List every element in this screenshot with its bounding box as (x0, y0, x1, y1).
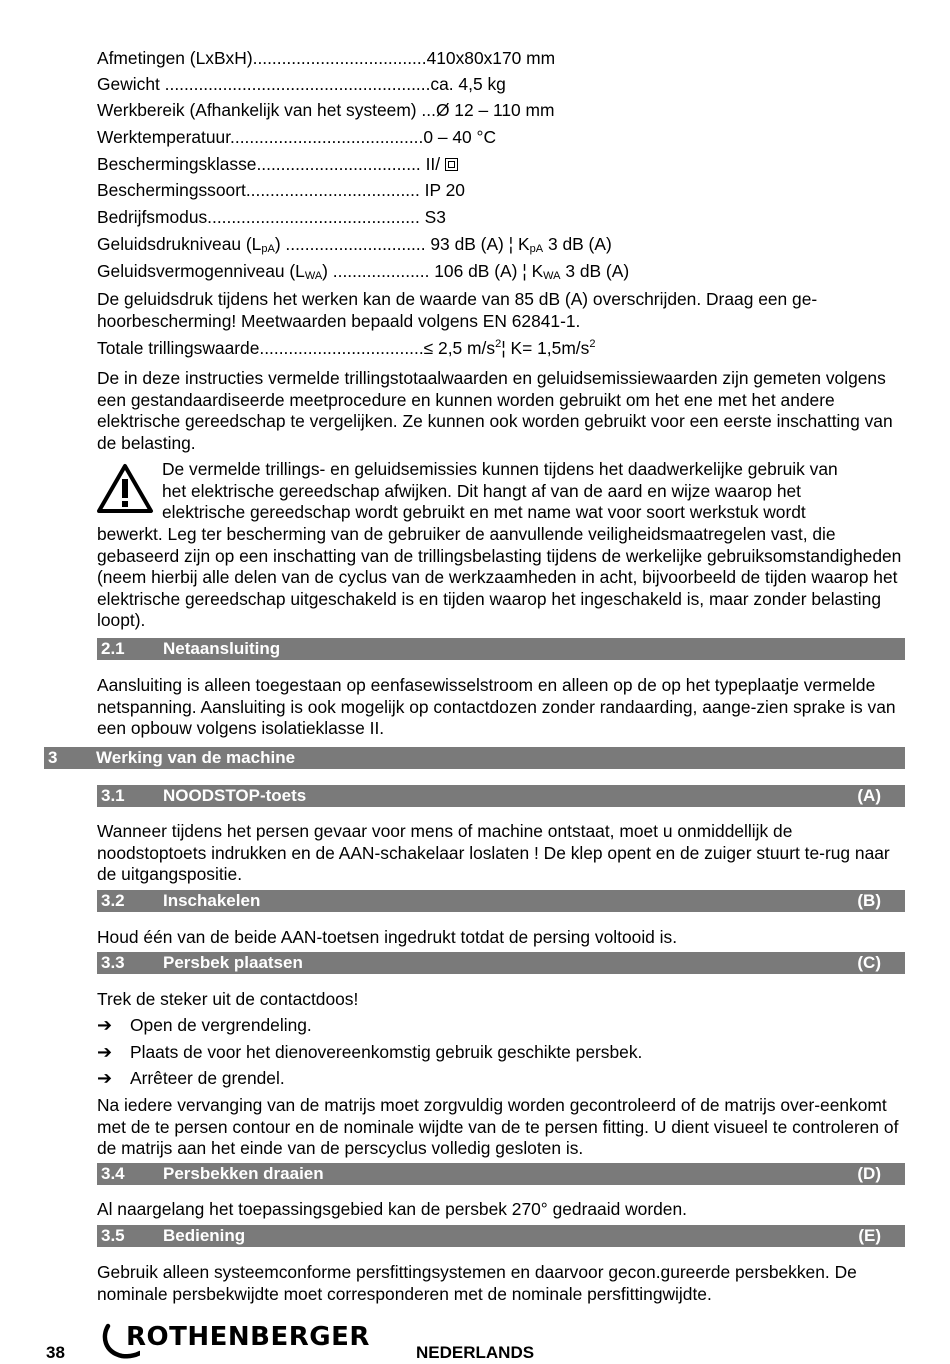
warning-triangle-icon (96, 462, 154, 514)
footer-language: NEDERLANDS (416, 1343, 535, 1362)
vibration-k-sup: 2 (589, 338, 596, 350)
section-title: Werking van de machine (96, 748, 296, 767)
list-item (97, 1068, 285, 1092)
spec-row-sound-pressure (97, 234, 612, 260)
figure-key: (C) (857, 953, 881, 972)
section-3-4-text: Al naargelang het toepassingsgebied kan de persbek 270° gedraaid worden. (97, 1199, 687, 1219)
arrow-right-icon: ➔ (97, 1042, 113, 1062)
section-title: Inschakelen (163, 891, 261, 910)
vibration-label: Totale trillingswaarde.................................. (97, 338, 424, 358)
section-title: NOODSTOP-toets (163, 786, 307, 805)
warning-line: De vermelde trillings- en geluidsemissies kunnen tijdens het daadwerkelijke gebruik van (162, 459, 838, 479)
figure-key: (D) (857, 1164, 881, 1183)
figure-key: (B) (857, 891, 881, 910)
sound-power-sub: WA (304, 270, 323, 282)
noise-note (97, 289, 905, 332)
section-title: Persbek plaatsen (163, 953, 303, 972)
section-3-3-text: Na iedere vervanging van de matrijs moet zorgvuldig worden gecontroleerd of de matrijs over-eenkomt met de te persen contour en de nominale wijdte van de te persen fitting. U dient visueel te controleren of de matrijs aan het einde van de perscyclus volledig gesloten is. (97, 1095, 899, 1158)
sound-power-value: 106 dB (A) ¦ K (434, 261, 544, 281)
section-number: 2.1 (101, 639, 125, 658)
section-number: 3.3 (101, 953, 125, 972)
spec-value: II/ (425, 154, 441, 174)
measurement-paragraph (97, 368, 905, 454)
section-3-3-intro-text: Trek de steker uit de contactdoos! (97, 989, 359, 1009)
spec-label: Beschermingsklasse.................................. (97, 154, 426, 174)
spec-row-protection-class (97, 154, 458, 180)
measurement-text: De in deze instructies vermelde trillingstotaalwaarden en geluidsemissiewaarden zijn gemeten volgens een gestandaardiseerde meetprocedure en kunnen worden gebruikt om het ene met het andere elektrische gereedschap te vergelijken. Ze kunnen ook worden gebruikt voor een eerste inschatting van de belasting. (97, 368, 893, 453)
spec-row-temperature (97, 127, 496, 153)
sound-power-k-sub: WA (543, 270, 561, 282)
logo-text: ROTHENBERGER (126, 1322, 370, 1352)
spec-row-operating-mode (97, 207, 446, 233)
sound-power-dots: ) .................... (322, 261, 435, 281)
spec-value: ca. 4,5 kg (430, 74, 506, 94)
section-3-1-text: Wanneer tijdens het persen gevaar voor mens of machine ontstaat, moet u onmiddellijk de noodstoptoets indrukken en de AAN-schakelaar loslaten ! De klep opent en de zuiger stuurt te-rug naar de uitgangspositie. (97, 821, 890, 884)
spec-label: Beschermingssoort.................................... (97, 180, 425, 200)
vibration-k: ¦ K= 1,5m/s (501, 338, 590, 358)
section-header-3-5 (97, 1225, 905, 1247)
spec-row-vibration (97, 338, 595, 364)
arrow-right-icon: ➔ (97, 1015, 113, 1035)
section-3-2-text: Houd één van de beide AAN-toetsen ingedrukt totdat de persing voltooid is. (97, 927, 678, 947)
section-3-1-body (97, 821, 905, 886)
sound-power-label: Geluidsvermogenniveau (L (97, 261, 305, 281)
section-header-2-1 (97, 638, 905, 660)
sound-pressure-dots: ) ............................. (274, 234, 431, 254)
section-3-2-body (97, 927, 905, 949)
section-3-5-text: Gebruik alleen systeemconforme persfittingsystemen en daarvoor gecon.gureerde persbekken. De nominale persbekwijdte moet corresponderen met de nominale persfittingwijdte. (97, 1262, 857, 1304)
warning-line: elektrische gereedschap wordt gebruikt en met name wat voor soort werkstuk wordt (162, 502, 806, 522)
section-header-3 (44, 747, 905, 769)
section-number: 3.4 (101, 1164, 125, 1183)
figure-key: (E) (858, 1226, 881, 1245)
spec-value: 0 – 40 °C (423, 127, 497, 147)
spec-label: Gewicht ....................................................... (97, 74, 431, 94)
spec-value: Ø 12 – 110 mm (435, 100, 555, 120)
section-number: 3 (48, 748, 58, 767)
section-3-5-body (97, 1262, 905, 1305)
spec-row-dimensions (97, 48, 555, 74)
warning-rest (97, 524, 905, 632)
spec-value: 410x80x170 mm (426, 48, 556, 68)
list-item (97, 1042, 642, 1066)
spec-label: Werktemperatuur........................................ (97, 127, 424, 147)
section-number: 3.2 (101, 891, 125, 910)
arrow-right-icon: ➔ (97, 1068, 113, 1088)
list-item (97, 1015, 312, 1039)
warning-line: het elektrische gereedschap afwijken. Dit hangt af van de aard en wijze waarop het (162, 480, 802, 501)
section-2-1-text: Aansluiting is alleen toegestaan op eenfasewisselstroom en alleen op de op het typeplaatje vermelde netspanning. Aansluiting is ook mogelijk op contactdozen zonder randaarding, aange-zien sprake is van een opbouw volgens isolatieklasse II. (97, 675, 896, 738)
vibration-sup: 2 (495, 338, 502, 350)
sound-pressure-label: Geluidsdrukniveau (L (97, 234, 262, 254)
noise-note-text: De geluidsdruk tijdens het werken kan de waarde van 85 dB (A) overschrijden. Draag een ge-hoorbescherming! Meetwaarden bepaald volgens EN 62841-1. (97, 289, 818, 331)
section-title: Persbekken draaien (163, 1164, 324, 1183)
list-item-text: Arrêteer de grendel. (130, 1068, 285, 1088)
section-header-3-4 (97, 1163, 905, 1185)
section-number: 3.5 (101, 1226, 125, 1245)
section-3-4-body (97, 1199, 905, 1221)
section-title: Bediening (163, 1226, 246, 1245)
spec-row-range (97, 100, 555, 126)
spec-label: Bedrijfsmodus............................................ (97, 207, 425, 227)
spec-label: Werkbereik (Afhankelijk van het systeem) ... (97, 100, 436, 120)
spec-value: IP 20 (424, 180, 465, 200)
section-title: Netaansluiting (163, 639, 281, 658)
spec-row-weight (97, 74, 506, 100)
section-number: 3.1 (101, 786, 125, 805)
spec-value: S3 (424, 207, 446, 227)
rothenberger-logo (100, 1322, 370, 1360)
warning-lines (162, 459, 907, 524)
sound-pressure-sub: pA (261, 243, 275, 255)
spec-row-sound-power (97, 261, 629, 287)
warning-rest-text: bewerkt. Leg ter bescherming van de gebruiker de aanvullende veiligheidsmaatregelen vast, die gebaseerd zijn op een inschatting van de trillingsbelasting tijdens de werkelijke gebruiksomstandigheden (neem hierbij alle delen van de cyclus van de werkzaamheden in acht, bijvoorbeeld de tijden waarop het elektrische gereedschap uitgeschakeld is en tijden waarop het ingeschakeld is, maar zonder belasting loopt). (97, 524, 902, 630)
sound-pressure-value: 93 dB (A) ¦ K (430, 234, 530, 254)
sound-power-k: 3 dB (A) (560, 261, 630, 281)
section-header-3-3 (97, 952, 905, 974)
section-header-3-1 (97, 785, 905, 807)
double-insulation-icon (445, 158, 458, 171)
sound-pressure-k-sub: pA (529, 243, 544, 255)
list-item-text: Open de vergrendeling. (130, 1015, 312, 1035)
spec-row-protection-type (97, 180, 465, 206)
sound-pressure-k: 3 dB (A) (543, 234, 612, 254)
page-number: 38 (46, 1343, 65, 1362)
section-header-3-2 (97, 890, 905, 912)
section-2-1-body (97, 675, 905, 740)
figure-key: (A) (857, 786, 881, 805)
list-item-text: Plaats de voor het dienovereenkomstig gebruik geschikte persbek. (130, 1042, 643, 1062)
spec-label: Afmetingen (LxBxH).................................... (97, 48, 427, 68)
section-3-3-body (97, 1095, 905, 1160)
section-3-3-intro (97, 989, 905, 1011)
vibration-value: ≤ 2,5 m/s (423, 338, 496, 358)
